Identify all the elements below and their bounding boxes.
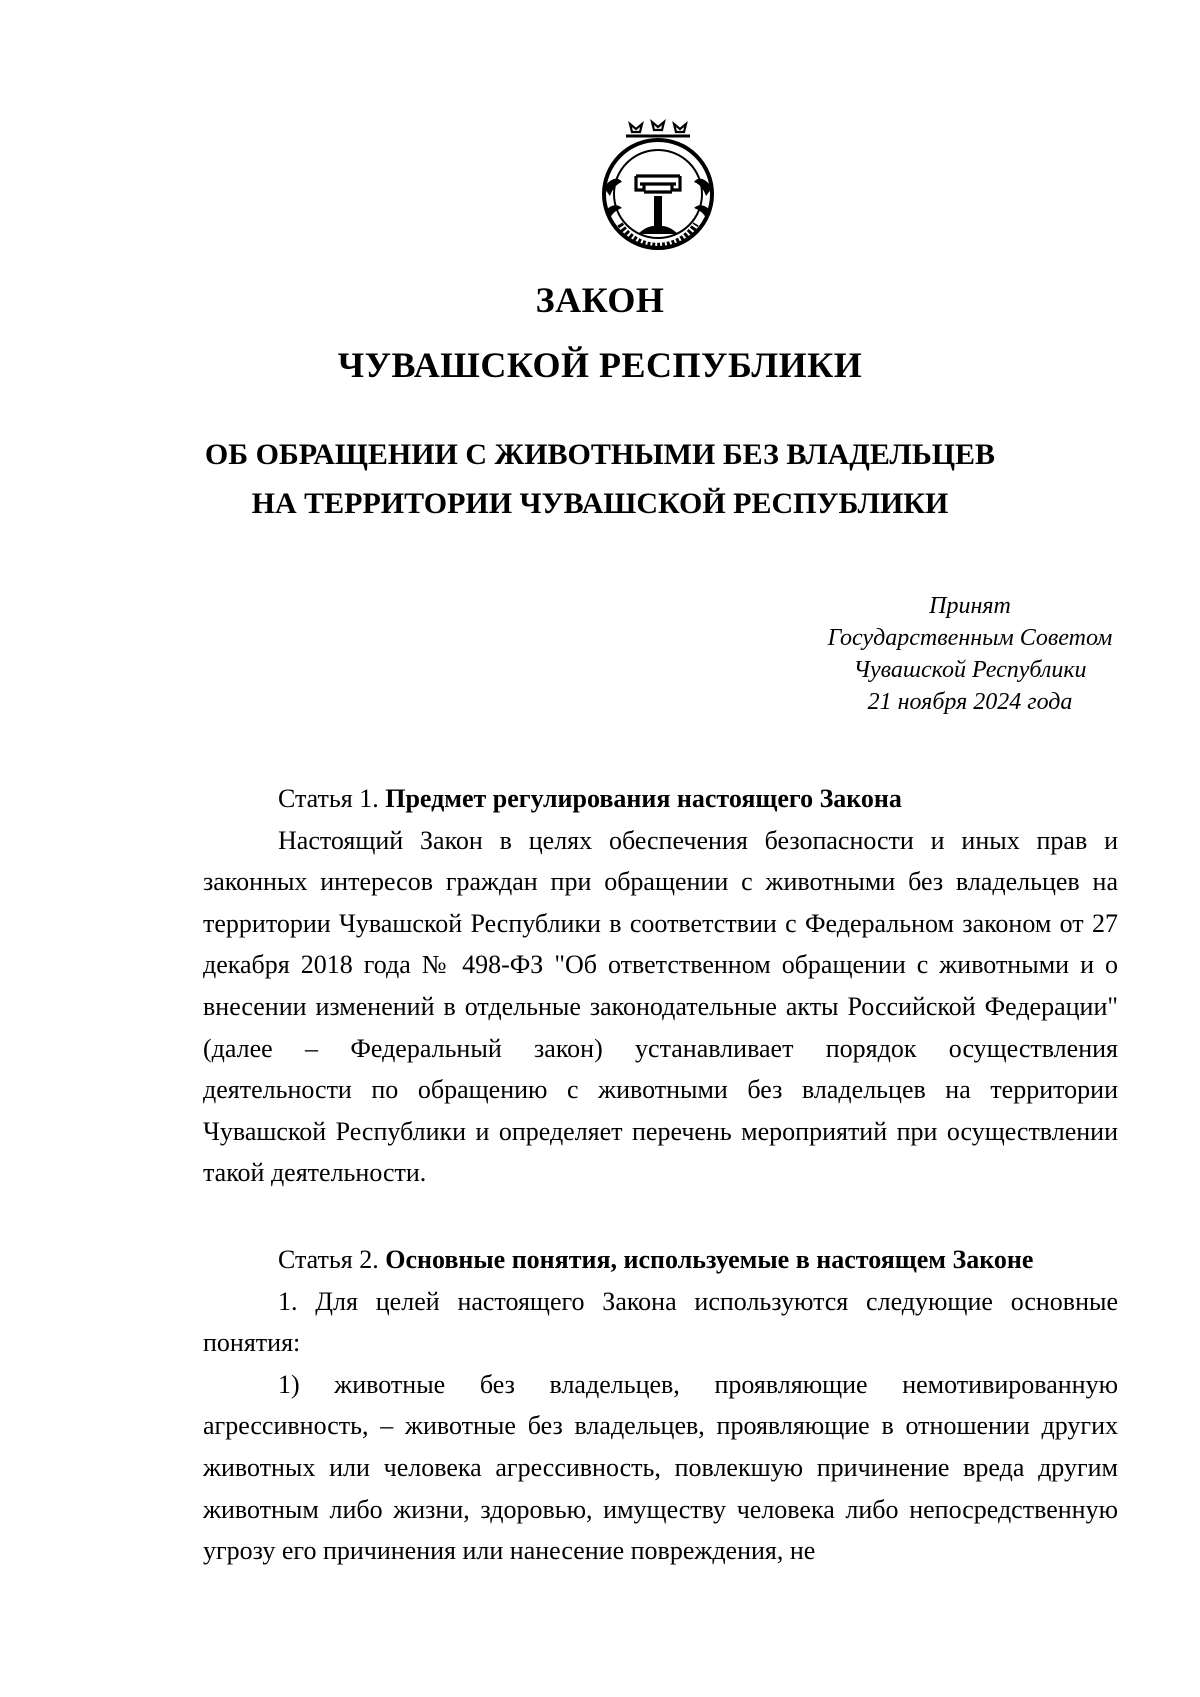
article-1-heading (203, 778, 1118, 820)
adoption-note (790, 590, 1150, 718)
coat-of-arms-icon (596, 118, 720, 252)
document-title-line2: ЧУВАШСКОЙ РЕСПУБЛИКИ (337, 345, 863, 385)
article-2-paragraph-2: 1) животные без владельцев, проявляющие немотивированную агрессивность, – животные без владельцев, проявляющие в отношении других животных или человека агрессивность, повлекшую причинение вреда другим животным либо жизни, здоровью, имуществу человека либо непосредственную угрозу его причинения или нанесение повреждения, не (203, 1369, 1118, 1566)
article-1-paragraph: Настоящий Закон в целях обеспечения безопасности и иных прав и законных интересов граждан при обращении с животными без владельцев на территории Чувашской Республики в соответствии с Федеральном законом от 27 декабря 2018 года № 498-ФЗ "Об ответственном обращении с животными и о внесении изменений в отдельные законодательные акты Российской Федерации" (далее – Федеральный закон) устанавливает порядок осуществления деятельности по обращению с животными без владельцев на территории Чувашской Республики и определяет перечень мероприятий при осуществлении такой деятельности. (203, 825, 1118, 1188)
article-2-paragraph-1: 1. Для целей настоящего Закона используются следующие основные понятия: (203, 1286, 1118, 1358)
article-1 (203, 778, 1118, 1194)
adoption-note-line1: Принят (929, 593, 1011, 619)
article-1-title: Предмет регулирования настоящего Закона (385, 784, 902, 813)
adoption-note-date: 21 ноября 2024 года (867, 689, 1073, 715)
article-2-heading (203, 1239, 1118, 1281)
document-subtitle-line1: ОБ ОБРАЩЕНИИ С ЖИВОТНЫМИ БЕЗ ВЛАДЕЛЬЦЕВ (204, 438, 996, 471)
adoption-note-line3: Чувашской Республики (853, 657, 1087, 683)
document-subtitle-line2: НА ТЕРРИТОРИИ ЧУВАШСКОЙ РЕСПУБЛИКИ (251, 487, 949, 520)
article-2 (203, 1239, 1118, 1572)
article-1-label: Статья 1. (278, 784, 386, 813)
article-2-label: Статья 2. (278, 1245, 386, 1274)
article-2-title: Основные понятия, используемые в настоящем Законе (385, 1245, 1034, 1274)
adoption-note-line2: Государственным Советом (827, 625, 1113, 651)
document-title-line1: ЗАКОН (535, 280, 665, 320)
